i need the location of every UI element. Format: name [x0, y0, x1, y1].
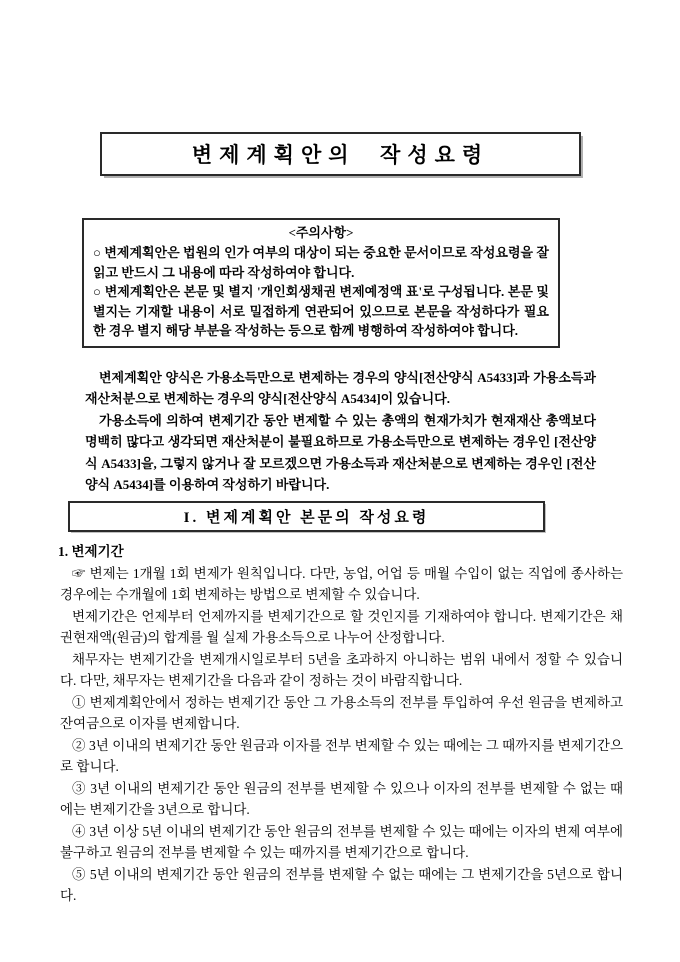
caution-item: ○ 변제계획안은 본문 및 별지 '개인회생채권 변제예정액 표'로 구성됩니다. 본문 및 별지는 기재할 내용이 서로 밀접하게 연관되어 있으므로 본문을 작성하다가 필요한 경우 별지 해당 부분을 작성하는 등으로 함께 병행하여 작성하여야 합니다. [93, 284, 549, 338]
body-paragraph: ② 3년 이내의 변제기간 동안 원금과 이자를 전부 변제할 수 있는 때에는 그 때까지를 변제기간으로 합니다. [60, 737, 623, 774]
document-title: 변제계획안의 작성요령 [191, 143, 490, 167]
body-paragraph: ☞ 변제는 1개월 1회 변제가 원칙입니다. 다만, 농업, 어업 등 매월 수입이 없는 직업에 종사하는 경우에는 수개월에 1회 변제하는 방법으로 변제할 수 있습니다. [60, 565, 623, 602]
intro-paragraph: 변제계획안 양식은 가용소득만으로 변제하는 경우의 양식[전산양식 A5433]과 가용소득과 재산처분으로 변제하는 경우의 양식[전산양식 A5434]이 있습니다. [85, 369, 596, 406]
section-header-box [68, 501, 545, 532]
body-paragraph: 채무자는 변제기간을 변제개시일로부터 5년을 초과하지 아니하는 범위 내에서 정할 수 있습니다. 다만, 채무자는 변제기간을 다음과 같이 정하는 것이 바람직합니다. [60, 651, 623, 688]
document-title-box [100, 132, 581, 176]
section-1-heading: 1. 변제기간 [58, 543, 124, 559]
body-paragraph: ① 변제계획안에서 정하는 변제기간 동안 그 가용소득의 전부를 투입하여 우선 원금을 변제하고 잔여금으로 이자를 변제합니다. [60, 694, 623, 731]
section-1-repayment-period [58, 541, 623, 907]
intro-paragraph: 가용소득에 의하여 변제기간 동안 변제할 수 있는 총액의 현재가치가 현재재산 총액보다 명백히 많다고 생각되면 재산처분이 불필요하므로 가용소득만으로 변제하는 경우인 [전산양식 A5433]을, 그렇지 않거나 잘 모르겠으면 가용소득과 재산처분으로 변제하는 경우인 [전산양식 A5434]를 이용하여 작성하기 바랍니다. [85, 412, 596, 492]
caution-box [82, 218, 560, 348]
intro-section [85, 367, 596, 496]
caution-item: ○ 변제계획안은 법원의 인가 여부의 대상이 되는 중요한 문서이므로 작성요령을 잘 읽고 반드시 그 내용에 따라 작성하여야 합니다. [93, 245, 549, 280]
caution-header: <주의사항> [288, 225, 354, 240]
body-paragraph: ③ 3년 이내의 변제기간 동안 원금의 전부를 변제할 수 있으나 이자의 전부를 변제할 수 없는 때에는 변제기간을 3년으로 합니다. [60, 780, 623, 817]
body-paragraph: ⑤ 5년 이내의 변제기간 동안 원금의 전부를 변제할 수 없는 때에는 그 변제기간을 5년으로 합니다. [60, 866, 623, 903]
body-paragraph: 변제기간은 언제부터 언제까지를 변제기간으로 할 것인지를 기재하여야 합니다. 변제기간은 채권현재액(원금)의 합계를 월 실제 가용소득으로 나누어 산정합니다. [60, 608, 623, 645]
body-paragraph: ④ 3년 이상 5년 이내의 변제기간 동안 원금의 전부를 변제할 수 있는 때에는 이자의 변제 여부에 불구하고 원금의 전부를 변제할 수 있는 때까지를 변제기간으로 합니다. [60, 823, 623, 860]
section-header-title: I. 변제계획안 본문의 작성요령 [183, 509, 430, 526]
